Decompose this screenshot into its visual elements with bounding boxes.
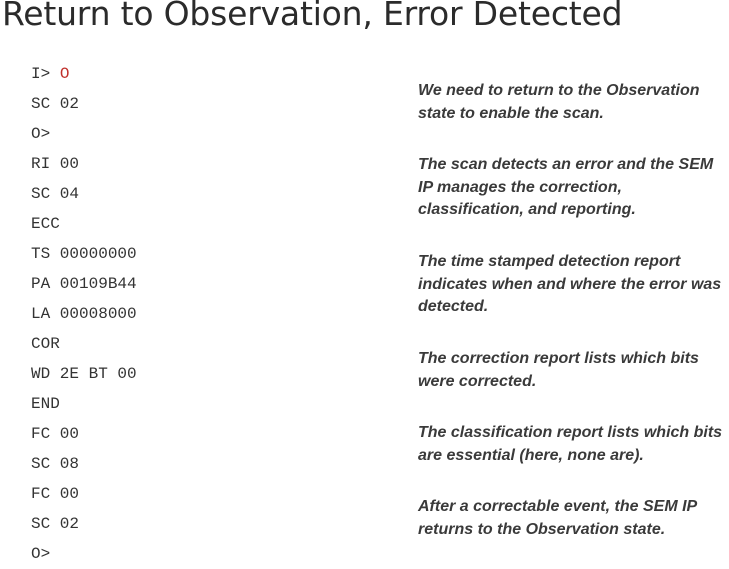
console-input-line bbox=[31, 59, 137, 89]
note-observation-state: After a correctable event, the SEM IP returns to the Observation state. bbox=[418, 498, 697, 538]
note-error-detected: The scan detects an error and the SEM IP manages the correction, classification, and reporting. bbox=[418, 156, 714, 218]
console-log bbox=[31, 59, 137, 569]
page-title: Return to Observation, Error Detected bbox=[2, 0, 623, 33]
note-detection-report: The time stamped detection report indicates when and where the error was detected. bbox=[418, 253, 722, 315]
console-line: WD 2E BT 00 bbox=[31, 365, 137, 383]
console-line: FC 00 bbox=[31, 425, 80, 443]
console-line: TS 00000000 bbox=[31, 245, 137, 263]
console-line: SC 02 bbox=[31, 95, 80, 113]
console-line: RI 00 bbox=[31, 155, 80, 173]
console-line: SC 02 bbox=[31, 515, 80, 533]
note-correction-report: The correction report lists which bits were corrected. bbox=[418, 350, 699, 390]
console-line: SC 08 bbox=[31, 455, 80, 473]
console-line: O> bbox=[31, 125, 51, 143]
console-prompt: I> bbox=[31, 65, 60, 83]
console-line: ECC bbox=[31, 215, 60, 233]
note-return-to-observation: We need to return to the Observation state to enable the scan. bbox=[418, 82, 700, 122]
console-line: O> bbox=[31, 545, 51, 563]
console-line: FC 00 bbox=[31, 485, 80, 503]
console-command: O bbox=[59, 65, 70, 83]
console-line: PA 00109B44 bbox=[31, 275, 137, 293]
console-line: COR bbox=[31, 335, 60, 353]
console-line: LA 00008000 bbox=[31, 305, 137, 323]
console-line: END bbox=[31, 395, 60, 413]
note-classification-report: The classification report lists which bits are essential (here, none are). bbox=[418, 424, 723, 464]
console-line: SC 04 bbox=[31, 185, 80, 203]
